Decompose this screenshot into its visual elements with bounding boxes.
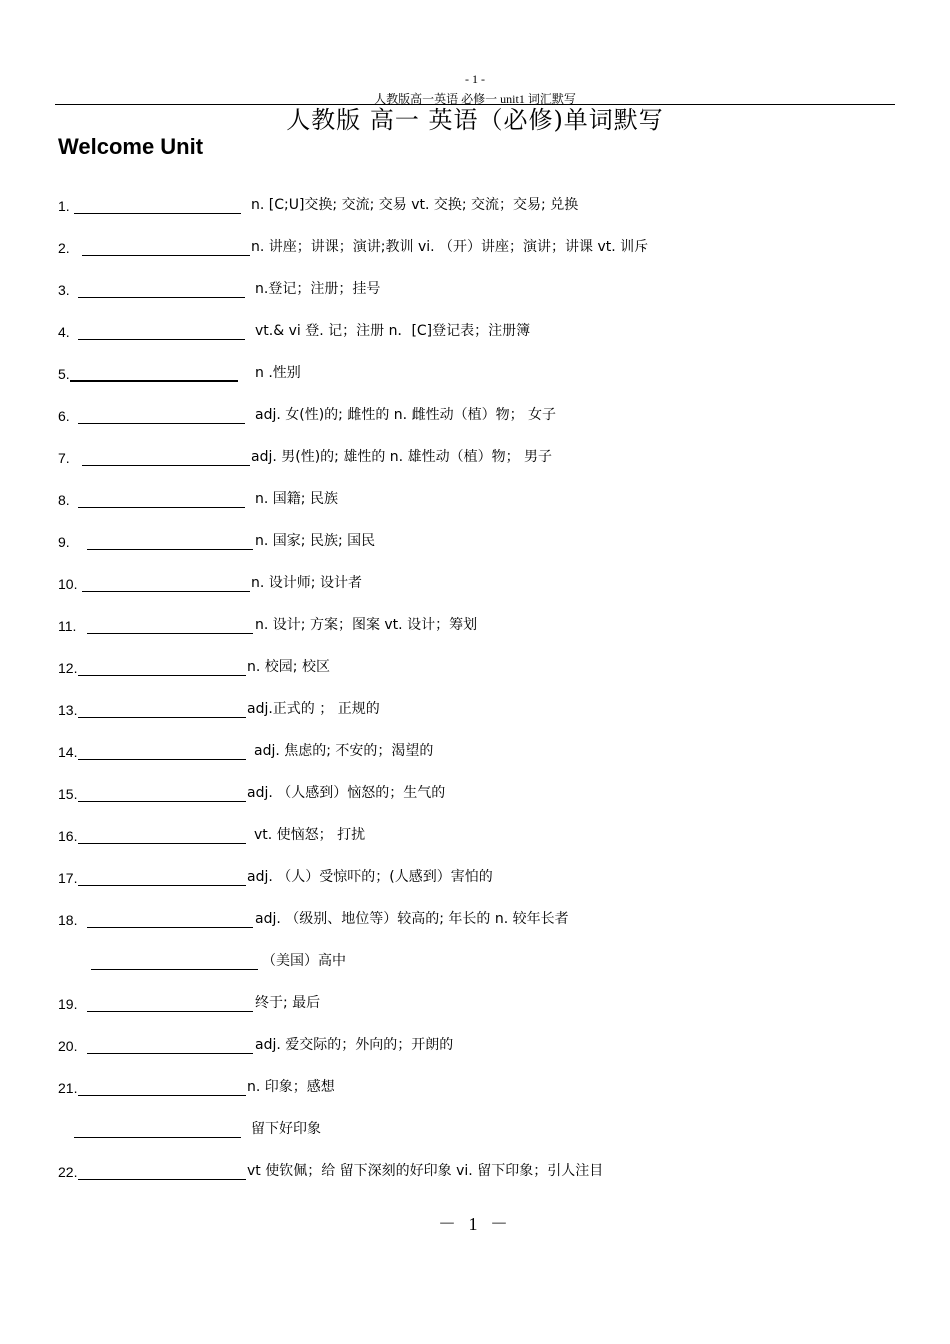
vocab-item [58,736,433,760]
item-number: 8. [58,492,70,508]
item-number: 13. [58,702,78,718]
item-definition: n. 讲座；讲课；演讲;教训 vi. （开）讲座；演讲；讲课 vt. 训斥 [251,239,649,255]
vocab-item [58,652,330,676]
item-number: 3. [58,282,70,298]
item-definition: vt 使钦佩；给 留下深刻的好印象 vi. 留下印象；引人注目 [247,1163,604,1179]
answer-blank[interactable] [78,659,246,676]
item-number: 11. [58,618,77,634]
answer-blank[interactable] [78,869,246,886]
item-definition: （美国）高中 [262,953,346,969]
item-definition: adj. （级别、地位等）较高的; 年长的 n. 较年长者 [255,911,569,927]
item-definition: n. 印象；感想 [247,1079,335,1095]
item-number: 16. [58,828,78,844]
item-number: 21. [58,1080,78,1096]
vocab-item [58,274,380,298]
item-number: 10. [58,576,78,592]
vocab-item [58,946,346,970]
item-number: 14. [58,744,78,760]
item-definition: n. [C;U]交换; 交流; 交易 vt. 交换; 交流；交易; 兑换 [251,197,579,213]
header-subtitle: 人教版高一英语 必修一 unit1 词汇默写 [374,92,576,106]
vocab-item [58,1072,335,1096]
item-definition: adj. （人感到）恼怒的；生气的 [247,785,446,801]
vocab-item [58,820,365,844]
item-number: 7. [58,450,70,466]
item-definition: n. 设计; 方案；图案 vt. 设计；筹划 [255,617,478,633]
item-definition: 终于; 最后 [255,995,321,1011]
answer-blank[interactable] [78,1163,246,1180]
unit-heading: Welcome Unit [58,134,204,159]
answer-blank[interactable] [78,407,245,424]
item-definition: n. 国籍; 民族 [255,491,338,507]
header-page-marker: - 1 - [465,72,485,86]
vocab-item [58,694,380,718]
answer-blank[interactable] [87,995,253,1012]
vocab-item [58,190,578,214]
item-definition: n. 国家; 民族; 国民 [255,533,376,549]
item-number: 20. [58,1038,78,1054]
item-definition: adj. 男(性)的; 雄性的 n. 雄性动（植）物； 男子 [251,449,553,465]
footer-page-number: － 1 － [438,1214,512,1234]
vocab-item [58,526,375,550]
answer-blank[interactable] [78,701,246,718]
item-definition: adj. 爱交际的；外向的；开朗的 [255,1037,454,1053]
vocab-item [58,568,362,592]
answer-blank[interactable] [87,911,253,928]
answer-blank[interactable] [78,743,246,760]
item-definition: n .性别 [255,365,301,381]
item-number: 18. [58,912,78,928]
item-number: 4. [58,324,70,340]
item-number: 5. [58,366,70,382]
item-number: 19. [58,996,78,1012]
answer-blank[interactable] [82,575,250,592]
vocab-item [58,484,338,508]
item-definition: 留下好印象 [251,1121,321,1137]
vocab-item [58,316,530,340]
vocab-item [58,778,445,802]
answer-blank[interactable] [82,449,250,466]
item-number: 12. [58,660,78,676]
answer-blank[interactable] [74,197,241,214]
vocab-item [58,232,648,256]
answer-blank[interactable] [78,785,246,802]
vocab-item [58,610,477,634]
item-definition: vt.& vi 登. 记；注册 n．[C]登记表；注册簿 [255,323,531,339]
item-definition: n.登记；注册；挂号 [255,281,381,297]
answer-blank[interactable] [78,827,246,844]
document-title: 人教版 高一 英语（必修)单词默写 [286,106,664,134]
vocab-item [58,400,556,424]
item-number: 1. [58,198,70,214]
answer-blank[interactable] [78,1079,246,1096]
vocab-item [58,442,552,466]
item-definition: vt. 使恼怒； 打扰 [254,827,366,843]
item-definition: adj.正式的 ； 正规的 [247,701,380,717]
vocab-item [58,904,569,928]
vocab-item [58,1156,603,1180]
vocab-item [58,358,301,382]
item-number: 2. [58,240,70,256]
item-number: 9. [58,534,70,550]
vocab-item [58,988,320,1012]
answer-blank[interactable] [74,1121,241,1138]
answer-blank[interactable] [78,281,245,298]
item-number: 17. [58,870,78,886]
answer-blank[interactable] [87,533,253,550]
answer-blank[interactable] [78,491,245,508]
answer-blank[interactable] [87,1037,253,1054]
item-number: 15. [58,786,78,802]
vocab-item [58,862,493,886]
item-number: 6. [58,408,70,424]
answer-blank[interactable] [82,239,250,256]
answer-blank[interactable] [70,364,238,382]
item-definition: n. 设计师; 设计者 [251,575,362,591]
item-definition: adj. 女(性)的; 雌性的 n. 雌性动（植）物； 女子 [255,407,557,423]
item-definition: adj. 焦虑的; 不安的；渴望的 [254,743,434,759]
item-definition: n. 校园; 校区 [247,659,330,675]
vocab-item [58,1030,453,1054]
answer-blank[interactable] [87,617,253,634]
vocab-item [58,1114,321,1138]
item-definition: adj. （人）受惊吓的；(人感到）害怕的 [247,869,493,885]
answer-blank[interactable] [91,953,258,970]
answer-blank[interactable] [78,323,245,340]
item-number: 22. [58,1164,78,1180]
